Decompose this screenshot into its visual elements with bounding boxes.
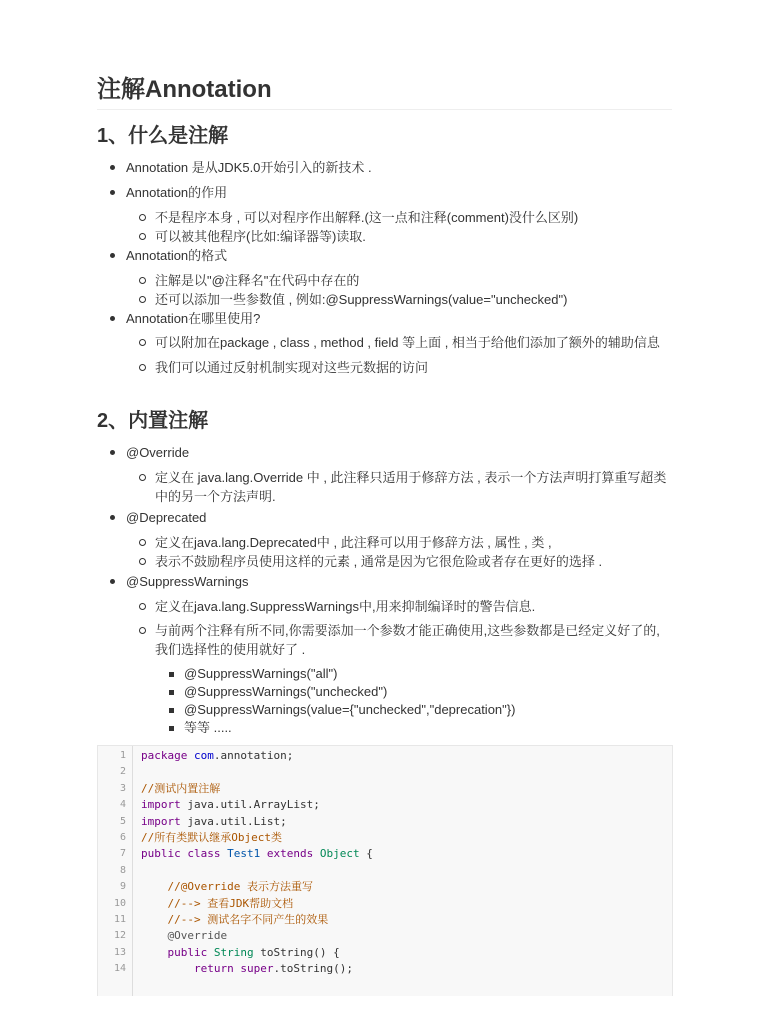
list-item-text: Annotation的格式 [126,248,228,263]
code-text: package com.annotation; [141,749,294,762]
code-line [98,814,672,830]
list-item-text: Annotation在哪里使用? [126,311,261,326]
code-line [98,863,672,879]
list-item [97,309,672,377]
list-item-text: Annotation的作用 [126,185,228,200]
sub-list [126,533,672,571]
sub-list-item-text: 表示不鼓励程序员使用这样的元素 , 通常是因为它很危险或者存在更好的选择 . [155,554,603,569]
code-line [98,781,672,797]
page-title: 注解Annotation [97,0,672,110]
sub-list-item [126,533,672,552]
line-number: 5 [119,815,126,827]
sub-list-item-text: 定义在java.lang.Deprecated中 , 此注释可以用于修辞方法 , 属性 , 类 , [155,535,552,550]
sub-sub-list [155,665,672,737]
code-text: //测试内置注解 [141,781,221,795]
sub-list [126,333,672,377]
sub-list [126,597,672,737]
line-number: 4 [119,799,126,811]
sub-list-item [126,597,672,616]
sub-list-item [126,290,672,309]
sub-list-item-text: 我们可以通过反射机制实现对这些元数据的访问 [155,360,429,375]
sub-list [126,468,672,506]
code-line [98,945,672,961]
code-text: return super.toString(); [193,962,353,976]
sub-list-item-text: 定义在 java.lang.Override 中 , 此注释只适用于修辞方法 , 表示一个方法声明打算重写超类中的另一个方法声明. [155,470,667,504]
list-item [97,183,672,246]
code-line [98,896,672,912]
list-item [97,443,672,506]
list-item [97,246,672,309]
code-text: public class Test1 extends Object { [141,847,373,861]
sub-list-item-text: 注解是以"@注释名"在代码中存在的 [155,273,360,288]
section1-list [97,158,672,377]
code-text: //--> 测试名字不同产生的效果 [167,912,329,926]
sub-list-item-text: 定义在java.lang.SuppressWarnings中,用来抑制编译时的警告信息. [155,599,536,614]
sub-list-item [126,333,672,352]
code-line [98,797,672,813]
sub-list-item [126,358,672,377]
sub-list-item [126,227,672,246]
code-text: @Override [167,929,228,943]
section-heading-what-is-annotation: 1、什么是注解 [97,125,229,147]
code-lines [98,748,672,977]
code-line [98,961,672,977]
code-block [97,745,673,996]
code-text: //--> 查看JDK帮助文档 [167,896,294,910]
sub-list-item [126,271,672,290]
section2-list [97,443,672,737]
code-text: public String toString() { [167,945,340,959]
sub-list-item [126,552,672,571]
code-text: //@Override 表示方法重写 [167,880,313,894]
sub-list-item-text: 可以附加在package , class , method , field 等上面 , 相当于给他们添加了额外的辅助信息 [155,335,660,350]
line-number: 9 [119,881,126,893]
section-heading-builtin-annotations: 2、内置注解 [97,410,209,432]
sub-list-item-text: 与前两个注释有所不同,你需要添加一个参数才能正确使用,这些参数都是已经定义好了的,我们选择性的使用就好了 . [155,623,660,657]
document-page [97,0,672,737]
list-item-text: @Deprecated [126,510,207,525]
line-number: 10 [113,897,126,909]
sub-sub-list-item [155,701,672,719]
code-line [98,830,672,846]
code-line [98,748,672,764]
sub-sub-list-item-text: @SuppressWarnings(value={"unchecked","deprecation"}) [184,702,516,717]
line-number: 2 [119,766,126,778]
sub-sub-list-item [155,683,672,701]
line-number: 12 [113,930,126,942]
sub-list-item-text: 还可以添加一些参数值 , 例如:@SuppressWarnings(value="unchecked") [155,292,568,307]
line-number: 13 [113,946,126,958]
list-item [97,158,672,177]
sub-list-item [126,621,672,737]
list-item-text: @Override [126,445,190,460]
line-number: 11 [113,913,126,925]
code-line [98,928,672,944]
sub-sub-list-item [155,665,672,683]
sub-sub-list-item-text: @SuppressWarnings("unchecked") [184,684,388,699]
list-item [97,508,672,571]
code-line [98,912,672,928]
code-text: import java.util.List; [141,814,287,828]
sub-sub-list-item-text: @SuppressWarnings("all") [184,666,338,681]
code-line [98,846,672,862]
sub-list [126,271,672,309]
code-text: import java.util.ArrayList; [141,798,320,812]
sub-list [126,208,672,246]
sub-sub-list-item-text: 等等 ..... [184,720,232,735]
sub-list-item-text: 可以被其他程序(比如:编译器等)读取. [155,229,366,244]
line-number: 7 [119,848,126,860]
list-item-text: @SuppressWarnings [126,574,249,589]
line-number: 3 [119,782,126,794]
code-text: //所有类默认继承Object类 [141,830,282,844]
line-number: 14 [113,963,126,975]
line-number: 6 [119,831,126,843]
sub-list-item-text: 不是程序本身 , 可以对程序作出解释.(这一点和注释(comment)没什么区别) [155,210,579,225]
sub-sub-list-item [155,719,672,737]
sub-list-item [126,208,672,227]
list-item-text: Annotation 是从JDK5.0开始引入的新技术 . [126,160,372,175]
list-item [97,572,672,737]
line-number: 8 [119,864,126,876]
sub-list-item [126,468,672,506]
code-line [98,879,672,895]
line-number: 1 [119,750,126,761]
code-line [98,764,672,780]
